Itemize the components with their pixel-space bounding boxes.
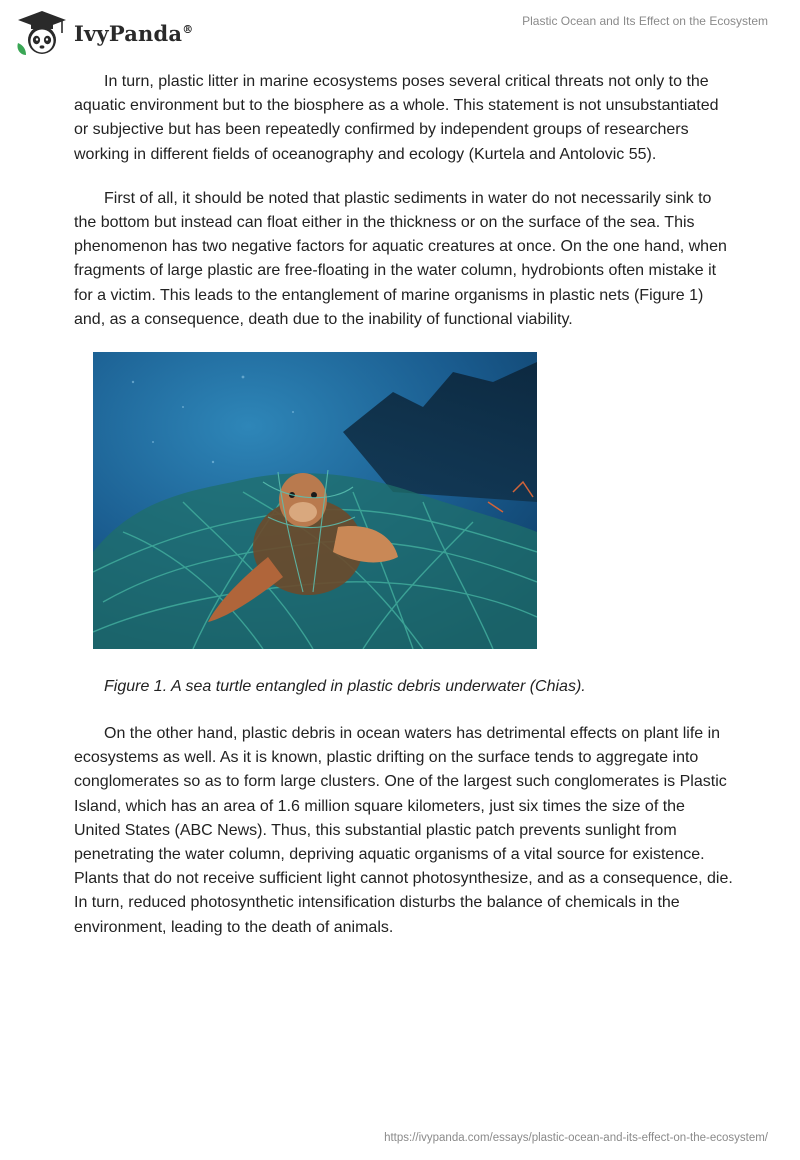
ivypanda-logo[interactable]: [14, 9, 193, 57]
source-url-link[interactable]: https://ivypanda.com/essays/plastic-ocean-and-its-effect-on-the-ecosystem/: [384, 1132, 768, 1144]
sea-turtle-net-illustration: [93, 352, 537, 649]
paragraph-3: On the other hand, plastic debris in ocean waters has detrimental effects on plant life in ecosystems as well. As it is known, plastic drifting on the surface tends to aggregate into conglomerates so as to form large clusters. One of the largest such conglomerates is Plastic Island, which has an area of 1.6 million square kilometers, just six times the size of the United States (ABC News). Thus, this substantial plastic patch prevents sunlight from penetrating the water column, depriving aquatic organisms of a vital source for existence. Plants that do not receive sufficient light cannot photosynthesize, and as a consequence, die. In turn, reduced photosynthetic intensification disturbs the balance of chemicals in the environment, leading to the death of animals.: [74, 725, 733, 936]
essay-content: [74, 70, 734, 960]
paragraph-1: In turn, plastic litter in marine ecosystems poses several critical threats not only to the aquatic environment but to the biosphere as a whole. This statement is not unsubstantiated or subjective but has been repeatedly confirmed by independent groups of researchers working in different fields of oceanography and ecology (Kurtela and Antolovic 55).: [74, 73, 719, 163]
figure-sea-turtle-image: [93, 352, 537, 649]
logo-wordmark: IvyPanda®: [74, 20, 194, 46]
figure-caption: Figure 1. A sea turtle entangled in plastic debris underwater (Chias).: [104, 678, 586, 696]
page-header: [0, 0, 800, 60]
panda-graduate-icon: [14, 9, 70, 57]
paragraph-2: First of all, it should be noted that plastic sediments in water do not necessarily sink to the bottom but instead can float either in the thickness or on the surface of the sea. This phenomenon has two negative factors for aquatic creatures at once. On the one hand, when fragments of large plastic are free-floating in the water column, hydrobionts often mistake it for a victim. This leads to the entanglement of marine organisms in plastic nets (Figure 1) and, as a consequence, death due to the inability of functional viability.: [74, 189, 727, 328]
running-title: Plastic Ocean and Its Effect on the Ecosystem: [522, 14, 768, 28]
